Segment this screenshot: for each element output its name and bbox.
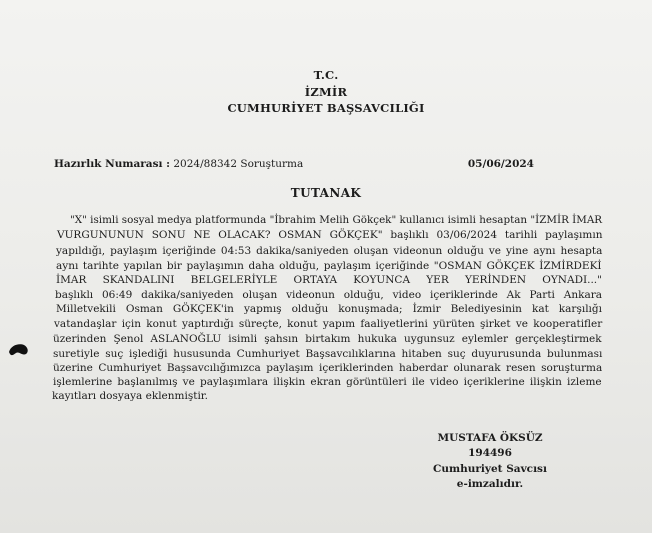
- body-line: üzerine Cumhuriyet Başsavcılığımızca paylaşım içeriklerinden haberdar olunarak resen soruşturma: [53, 362, 603, 374]
- body-line: VURGUNUNUN SONU NE OLACAK? OSMAN GÖKÇEK" başlıklı 03/06/2024 tarihli paylaşımın: [57, 229, 603, 241]
- body-line: kayıtları dosyaya eklenmiştir.: [52, 390, 209, 402]
- body-line: İMAR SKANDALINI BELGELERİYLE ORTAYA KOYUNCA YER YERİNDEN OYNADI...": [56, 274, 602, 286]
- case-meta: [54, 158, 534, 170]
- case-number-label: Hazırlık Numarası :: [54, 158, 171, 170]
- body-line: "X" isimli sosyal medya platformunda "İbrahim Melih Gökçek" kullanıcı isimli hesaptan "İZMİR İMAR: [70, 214, 603, 226]
- body-line: yapıldığı, paylaşım içeriğinde 04:53 dakika/saniyeden oluşan videonun olduğu ve yine aynı hesapta: [56, 245, 603, 257]
- signatory-id: 194496: [468, 447, 512, 459]
- case-number: 2024/88342 Soruşturma: [173, 158, 304, 170]
- header-office: CUMHURİYET BAŞSAVCILIĞI: [227, 101, 425, 115]
- body-line: işlemlerine başlanılmış ve paylaşımlara ilişkin ekran görüntüleri ile video içeriklerine ilişkin izleme: [53, 376, 602, 388]
- body-line: vatandaşlar için konut yaptırdığı süreçte, konut yapım faaliyetlerini yürüten şirket ve kooperatifler: [54, 318, 603, 330]
- document-date: 05/06/2024: [467, 158, 534, 170]
- body-line: aynı tarihte yapılan bir paylaşımın daha olduğu, paylaşım içeriğinde "OSMAN GÖKÇEK İZMİRDEKİ: [56, 260, 602, 272]
- body-line: başlıklı 06:49 dakika/saniyeden oluşan videonun olduğu, video içeriklerinde Ak Parti Ankara: [55, 289, 602, 301]
- header-city: İZMİR: [304, 85, 348, 99]
- ink-blot-mark: [8, 342, 30, 360]
- body-line: suretiyle suç işlediği hususunda Cumhuriyet Başsavcılıklarına hitaben suç duyurusunda bulunması: [53, 348, 603, 360]
- header-tc: T.C.: [313, 68, 339, 82]
- body-line: Milletvekili Osman GÖKÇEK'in yapmış olduğu konuşmada; İzmir Belediyesinin kat karşılığı: [56, 303, 602, 315]
- signatory-title: Cumhuriyet Savcısı: [433, 463, 547, 475]
- signatory-name: MUSTAFA ÖKSÜZ: [437, 432, 543, 444]
- e-signature-note: e-imzalıdır.: [456, 478, 524, 490]
- body-line: üzerinden Şenol ASLANOĞLU isimli şahsın birtakım hukuka uygunsuz eylemler gerçekleştirmek: [53, 333, 602, 345]
- document-title: TUTANAK: [290, 186, 362, 200]
